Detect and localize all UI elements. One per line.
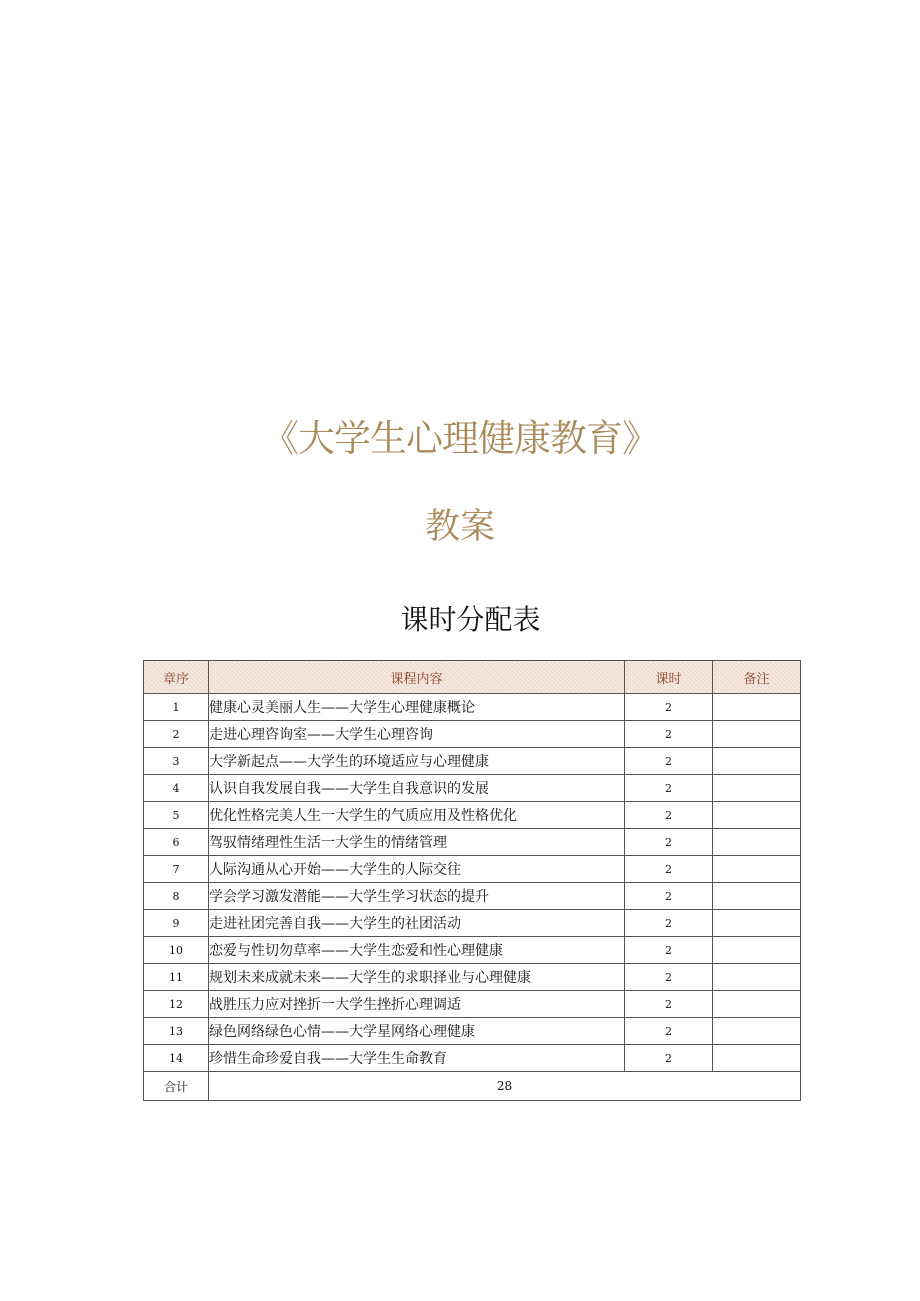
chapter-cell: 6 [144,829,209,856]
header-notes: 备注 [713,661,801,694]
total-value: 28 [209,1072,801,1101]
chapter-cell: 14 [144,1045,209,1072]
table-header-row [144,661,801,694]
table-row [144,748,801,775]
chapter-cell: 13 [144,1018,209,1045]
table-row [144,1018,801,1045]
notes-cell [713,775,801,802]
total-row [144,1072,801,1101]
content-cell: 恋爱与性切勿草率——大学生恋爱和性心理健康 [209,937,625,964]
schedule-table [143,660,801,1101]
content-cell: 走进心理咨询室——大学生心理咨询 [209,721,625,748]
chapter-cell: 4 [144,775,209,802]
content-cell: 战胜压力应对挫折一大学生挫折心理调适 [209,991,625,1018]
hours-cell: 2 [625,721,713,748]
hours-cell: 2 [625,748,713,775]
header-content: 课程内容 [209,661,625,694]
notes-cell [713,856,801,883]
notes-cell [713,748,801,775]
hours-cell: 2 [625,883,713,910]
hours-cell: 2 [625,937,713,964]
chapter-cell: 7 [144,856,209,883]
notes-cell [713,1045,801,1072]
notes-cell [713,883,801,910]
content-cell: 大学新起点——大学生的环境适应与心理健康 [209,748,625,775]
chapter-cell: 11 [144,964,209,991]
content-cell: 走进社团完善自我——大学生的社团活动 [209,910,625,937]
content-cell: 健康心灵美丽人生——大学生心理健康概论 [209,694,625,721]
hours-cell: 2 [625,1045,713,1072]
table-row [144,856,801,883]
content-cell: 驾驭情绪理性生活一大学生的情绪管理 [209,829,625,856]
content-cell: 珍惜生命珍爱自我——大学生生命教育 [209,1045,625,1072]
hours-cell: 2 [625,829,713,856]
header-hours: 课时 [625,661,713,694]
hours-cell: 2 [625,964,713,991]
hours-cell: 2 [625,910,713,937]
notes-cell [713,991,801,1018]
chapter-cell: 3 [144,748,209,775]
hours-cell: 2 [625,694,713,721]
content-cell: 优化性格完美人生一大学生的气质应用及性格优化 [209,802,625,829]
notes-cell [713,694,801,721]
table-row [144,883,801,910]
notes-cell [713,964,801,991]
hours-cell: 2 [625,775,713,802]
chapter-cell: 9 [144,910,209,937]
content-cell: 认识自我发展自我——大学生自我意识的发展 [209,775,625,802]
table-row [144,694,801,721]
chapter-cell: 1 [144,694,209,721]
notes-cell [713,937,801,964]
document-title: 《大学生心理健康教育》 [262,417,658,460]
content-cell: 学会学习激发潜能——大学生学习状态的提升 [209,883,625,910]
chapter-cell: 2 [144,721,209,748]
hours-cell: 2 [625,1018,713,1045]
header-chapter: 章序 [144,661,209,694]
notes-cell [713,829,801,856]
table-row [144,775,801,802]
document-subtitle: 教案 [424,507,495,547]
content-cell: 人际沟通从心开始——大学生的人际交往 [209,856,625,883]
hours-cell: 2 [625,856,713,883]
hours-cell: 2 [625,802,713,829]
content-cell: 规划未来成就未来——大学生的求职择业与心理健康 [209,964,625,991]
notes-cell [713,910,801,937]
chapter-cell: 8 [144,883,209,910]
chapter-cell: 5 [144,802,209,829]
hours-cell: 2 [625,991,713,1018]
table-row [144,937,801,964]
content-cell: 绿色网络绿色心情——大学星网络心理健康 [209,1018,625,1045]
chapter-cell: 10 [144,937,209,964]
table-row [144,964,801,991]
notes-cell [713,721,801,748]
chapter-cell: 12 [144,991,209,1018]
table-row [144,910,801,937]
table-row [144,1045,801,1072]
notes-cell [713,802,801,829]
table-row [144,829,801,856]
notes-cell [713,1018,801,1045]
total-label: 合计 [144,1072,209,1101]
table-row [144,802,801,829]
table-row [144,721,801,748]
table-row [144,991,801,1018]
table-title: 课时分配表 [400,603,541,636]
